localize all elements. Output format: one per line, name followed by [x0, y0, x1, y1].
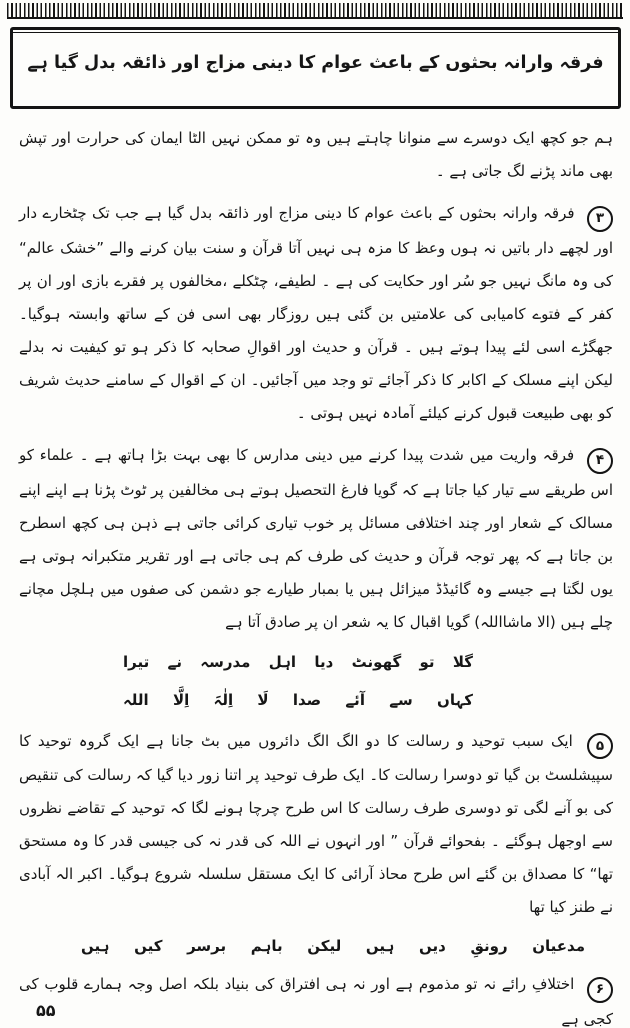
page-body — [0, 109, 630, 1028]
section-5-paragraph — [19, 725, 613, 925]
section-4-paragraph — [19, 439, 613, 639]
intro-paragraph-text: ہم جو کچھ ایک دوسرے سے منوانا چاہتے ہیں وہ تو ممکن نہیں الٹا ایمان کی حرارت اور تپش بھی ماند پڑنے لگ جاتی ہے ۔ — [19, 129, 613, 180]
page-number: ۵۵ — [36, 1001, 56, 1020]
section-3-marker: ۳ — [587, 206, 613, 232]
section-5-text: ایک سبب توحید و رسالت کا دو الگ الگ دائروں میں بٹ جانا ہے ایک گروہ توحید کا سپیشلسٹ بن گیا تو دوسرا رسالت کا۔ ایک طرف توحید پر اتنا زور دیا گیا کہ رسالت کی تنقیص کی بو آنے لگی تو دوسری طرف رسالت کا اس طرح چرچا ہونے لگا کہ توحید کے تقاضے نظروں سے اوجھل ہوگئے ۔ بفحوائے قرآن ” اور انہوں نے اللہ کی قدر نہ کی جیسی قدر کا وہ مستحق تھا“ کا مصداق بن گئے اس طرح محاذ آرائی کا ایک مستقل سلسلہ شروع ہوگیا۔ اکبر الہ آبادی نے طنز کیا تھا — [19, 731, 613, 917]
section-3-text: فرقہ وارانہ بحثوں کے باعث عوام کا دینی مزاج اور ذائقہ بدل گیا ہے جب تک چٹخارے دار اور لچھے دار باتیں نہ ہوں وعظ کا مزہ ہی نہیں آتا قرآن و سنت بیان کرنے والے ”خشک عالم“ کی وہ مانگ نہیں جو سُر اور حکایت کی ہے ۔ لطیفے، چٹکلے ،مخالفوں پر فقرے بازی اور ان پر کفر کے فتوے کامیابی کی علامتیں بن گئی ہیں روزگار بھی اسی فن کے ساتھ وابستہ ہوگیا۔ جھگڑے اسی لئے پیدا ہوتے ہیں ۔ قرآن و حدیث اور اقوالِ صحابہ کا ذکر ہو تو کیفیت نہ بدلے لیکن اپنے مسلک کے اکابر کا ذکر آجائے تو وجد میں آجائیں۔ ان کے اقوال کے سامنے حدیث شریف کو بھی طبیعت قبول کرنے کیلئے آمادہ نہیں ہوتی ۔ — [19, 204, 613, 422]
section-6-paragraph — [19, 968, 613, 1028]
section-4-text: فرقہ واریت میں شدت پیدا کرنے میں دینی مدارس کا بھی بہت بڑا ہاتھ ہے ۔ علماء کو اس طریقے سے تیار کیا جاتا ہے کہ گویا فارغ التحصیل ہوتے ہی مخالفین پر ٹوٹ پڑنا ہے اپنے اپنے مسالک کے شعار اور چند اختلافی مسائل پر خوب تیاری کرائی جاتی ہے ذہن ہی کچھ اسطرح بن جاتا ہے کہ پھر توجہ قرآن و حدیث کی طرف کم ہی جاتی ہے اور تقریر متکبرانہ ہوتی ہے یوں لگتا ہے جیسے وہ گائیڈڈ میزائل ہیں یا بمبار طیارے جو دشمن کی صفوں میں ہلچل مچانے چلے ہیں (الا ماشااللہ) گویا اقبال کا یہ شعر ان پر صادق آتا ہے — [19, 445, 613, 631]
iqbal-couplet — [123, 643, 473, 719]
top-ornament-band — [7, 3, 623, 19]
intro-paragraph — [19, 122, 613, 188]
couplet-line-1: گلا تو گھونٹ دیا اہل مدرسہ نے تیرا — [123, 652, 473, 671]
section-5-marker: ۵ — [587, 733, 613, 759]
section-6-marker: ۶ — [587, 977, 613, 1003]
page-title: فرقہ وارانہ بحثوں کے باعث عوام کا دینی مزاج اور ذائقہ بدل گیا ہے — [27, 53, 604, 73]
akbar-verse: مدعیان رونقِ دیں ہیں لیکن باہم برسر کیں ہیں — [81, 937, 585, 956]
section-4-marker: ۴ — [587, 448, 613, 474]
couplet-line-2: کہاں سے آئے صدا لَا اِلٰہَ اِلَّا اللہ — [123, 690, 473, 709]
title-box — [10, 27, 621, 109]
section-3-paragraph — [19, 197, 613, 430]
section-6-text: اختلافِ رائے نہ تو مذموم ہے اور نہ ہی افتراق کی بنیاد بلکہ اصل وجہ ہمارے قلوب کی کجی ہے — [19, 975, 613, 1028]
